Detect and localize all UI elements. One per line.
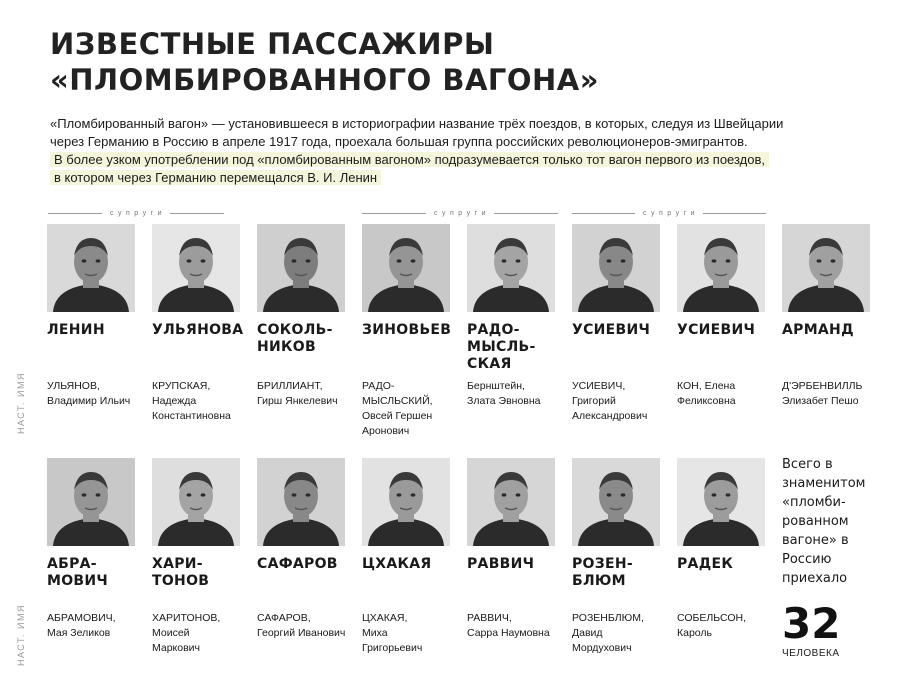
portrait-photo: [362, 224, 450, 312]
passenger-real-name: ЦХАКАЯ, Миха Григорьевич: [362, 612, 423, 654]
passenger-real-name: РАДО- МЫСЛЬСКИЙ, Овсей Гершен Аронович: [362, 380, 433, 437]
passenger-real-name: КОН, Елена Феликсовна: [677, 380, 736, 407]
spouse-marker: [572, 206, 766, 220]
portrait-photo: [782, 224, 870, 312]
intro-paragraph-1: [50, 115, 790, 151]
passenger-surname: РОЗЕН- БЛЮМ: [572, 556, 633, 589]
passenger-real-name: КРУПСКАЯ, Надежда Константиновна: [152, 380, 231, 422]
passenger-surname: УСИЕВИЧ: [572, 322, 651, 338]
intro-line: через Германию в Россию в апреле 1917 года, проехала большая группа российских революционеров-эмигрантов.: [50, 134, 748, 149]
passenger-surname: ЛЕНИН: [47, 322, 105, 338]
passenger-surname: СОКОЛЬ- НИКОВ: [257, 322, 333, 355]
portrait-photo: [47, 458, 135, 546]
spouse-marker: [48, 206, 224, 220]
passenger-real-name: БРИЛЛИАНТ, Гирш Янкелевич: [257, 380, 338, 407]
summary: [782, 455, 892, 659]
passenger-surname: ЗИНОВЬЕВ: [362, 322, 452, 338]
spouse-marker: [362, 206, 558, 220]
passenger-surname: САФАРОВ: [257, 556, 338, 572]
portrait-photo: [677, 224, 765, 312]
passenger-real-name: РАВВИЧ, Сарра Наумовна: [467, 612, 550, 639]
portrait-photo: [47, 224, 135, 312]
portrait-photo: [362, 458, 450, 546]
title-line-1: ИЗВЕСТНЫЕ ПАССАЖИРЫ: [50, 27, 495, 61]
portrait-photo: [677, 458, 765, 546]
passenger-surname: АБРА- МОВИЧ: [47, 556, 109, 589]
divider: [494, 213, 558, 214]
passenger-real-name: РОЗЕНБЛЮМ, Давид Мордухович: [572, 612, 644, 654]
portrait-photo: [257, 458, 345, 546]
summary-text: Всего в знаменитом «пломби-рованном вагоне» в Россию приехало: [782, 457, 866, 586]
spouse-label: супруги: [642, 209, 700, 217]
portrait-photo: [572, 224, 660, 312]
passenger-real-name: СОБЕЛЬСОН, Кароль: [677, 612, 746, 639]
divider: [48, 213, 102, 214]
intro-paragraph-2: [50, 151, 790, 187]
passenger-surname: ХАРИ- ТОНОВ: [152, 556, 210, 589]
portrait-photo: [257, 224, 345, 312]
passenger-surname: ЦХАКАЯ: [362, 556, 432, 572]
passenger-surname: РАДЕК: [677, 556, 734, 572]
divider: [703, 213, 766, 214]
portrait-photo: [572, 458, 660, 546]
title-line-2: «ПЛОМБИРОВАННОГО ВАГОНА»: [50, 63, 599, 97]
spouse-label: супруги: [109, 209, 167, 217]
count-unit: ЧЕЛОВЕКА: [782, 648, 840, 659]
portrait-photo: [467, 224, 555, 312]
intro-line: в котором через Германию перемещался В. И. Ленин: [54, 170, 378, 185]
intro-line: «Пломбированный вагон» — установившееся в историографии название трёх поездов, в которых, следуя из Швейцарии: [50, 116, 784, 131]
passenger-surname: УЛЬЯНОВА: [152, 322, 244, 338]
passenger-surname: РАВВИЧ: [467, 556, 535, 572]
side-label-real-name: НАСТ. ИМЯ: [16, 372, 26, 434]
portrait-photo: [152, 224, 240, 312]
intro-text: [50, 115, 790, 187]
portrait-photo: [467, 458, 555, 546]
passenger-surname: АРМАНД: [782, 322, 854, 338]
portrait-photo: [152, 458, 240, 546]
spouse-label: супруги: [433, 209, 491, 217]
intro-line: В более узком употреблении под «пломбированным вагоном» подразумевается только тот вагон первого из поездов,: [54, 152, 766, 167]
divider: [572, 213, 635, 214]
divider: [170, 213, 224, 214]
side-label-real-name: НАСТ. ИМЯ: [16, 604, 26, 666]
passenger-surname: УСИЕВИЧ: [677, 322, 756, 338]
passenger-count: 32: [782, 599, 841, 648]
passenger-real-name: ХАРИТОНОВ, Моисей Маркович: [152, 612, 221, 654]
page-title: [50, 26, 599, 98]
passenger-real-name: Д'ЭРБЕНВИЛЛЬ Элизабет Пешо: [782, 380, 863, 407]
passenger-real-name: УЛЬЯНОВ, Владимир Ильич: [47, 380, 131, 407]
passenger-real-name: УСИЕВИЧ, Григорий Александрович: [572, 380, 648, 422]
passenger-real-name: АБРАМОВИЧ, Мая Зеликов: [47, 612, 116, 639]
passenger-real-name: САФАРОВ, Георгий Иванович: [257, 612, 346, 639]
passenger-surname: РАДО- МЫСЛЬ- СКАЯ: [467, 322, 536, 372]
divider: [362, 213, 426, 214]
highlighted-text: [50, 152, 769, 185]
passenger-real-name: Бернштейн, Злата Эвновна: [467, 380, 541, 407]
